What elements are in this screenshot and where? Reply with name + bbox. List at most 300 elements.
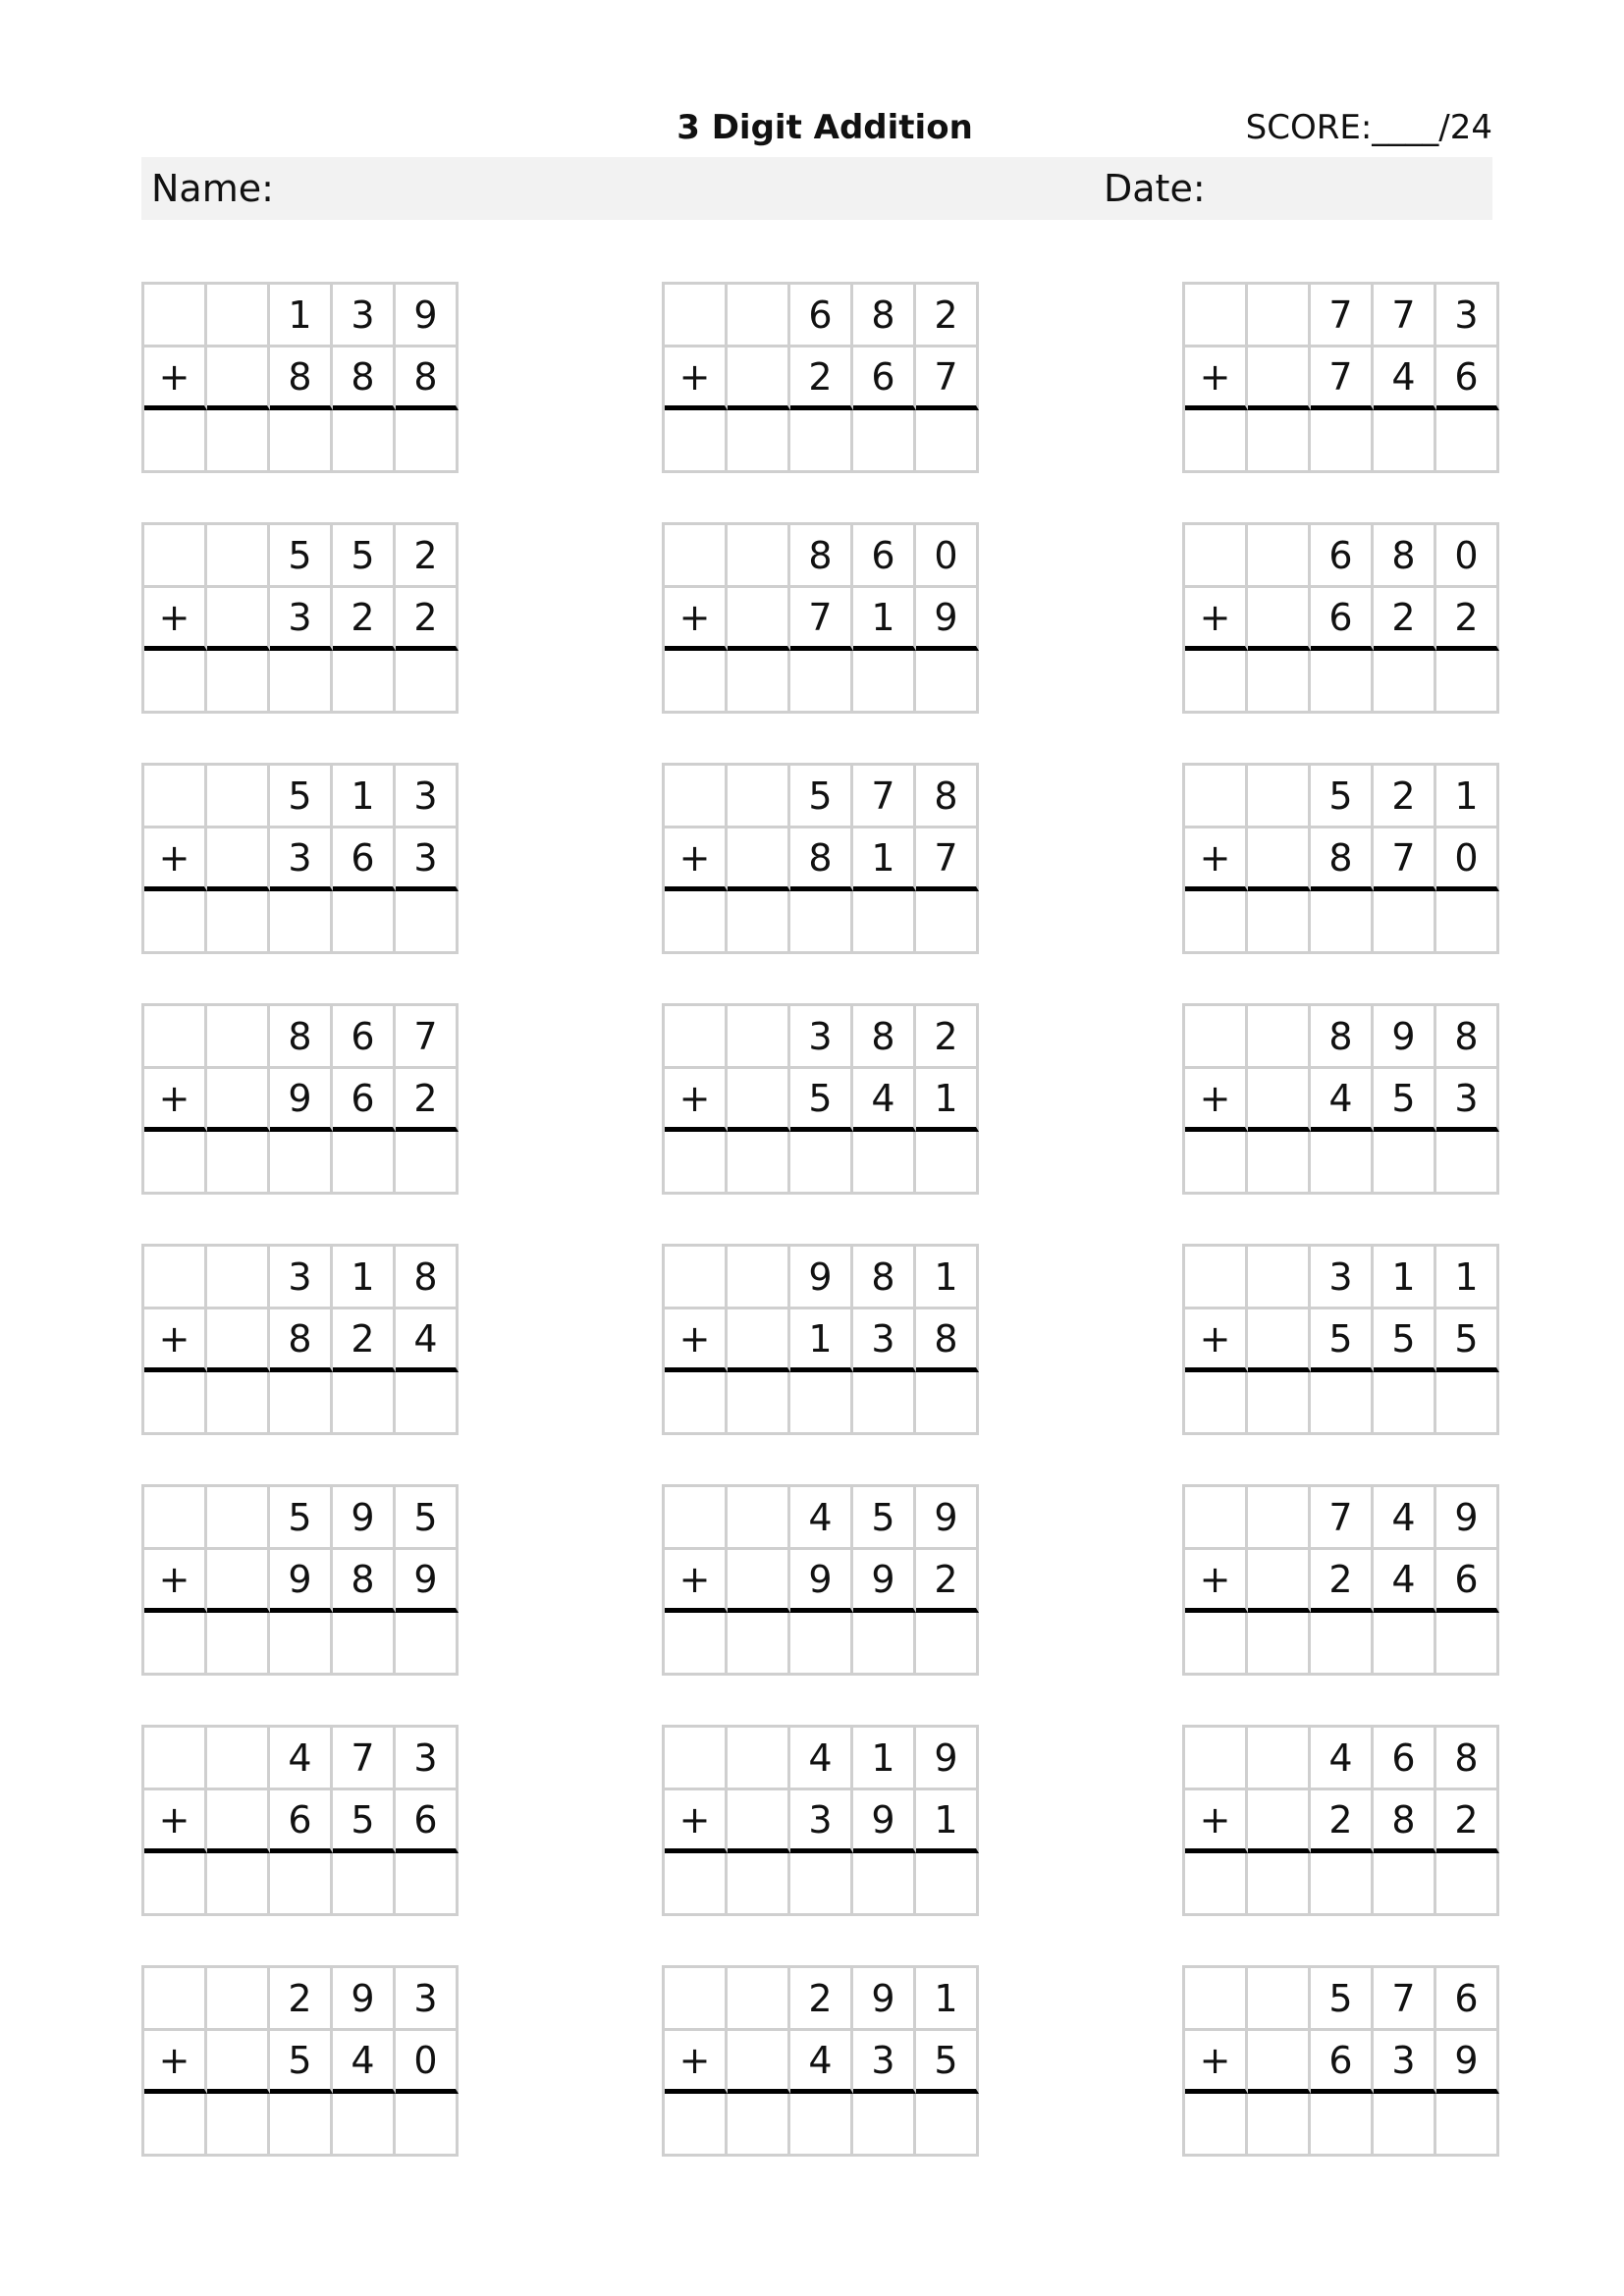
answer-cell[interactable] xyxy=(790,1132,853,1195)
addition-problem xyxy=(662,763,976,955)
answer-cell[interactable] xyxy=(207,1853,270,1916)
answer-cell[interactable] xyxy=(790,1613,853,1676)
answer-cell[interactable] xyxy=(665,1853,728,1916)
answer-cell[interactable] xyxy=(1374,651,1436,714)
empty-cell xyxy=(1248,1968,1311,2031)
empty-cell xyxy=(144,525,207,588)
name-date-bar xyxy=(141,157,1492,220)
bottom-digit: 5 xyxy=(1374,1069,1436,1132)
addition-problem xyxy=(141,1725,456,1917)
empty-cell xyxy=(207,1790,270,1853)
bottom-digit: 8 xyxy=(333,347,396,410)
answer-cell[interactable] xyxy=(144,2094,207,2157)
top-digit: 3 xyxy=(333,285,396,347)
answer-cell[interactable] xyxy=(333,1132,396,1195)
answer-cell[interactable] xyxy=(270,651,333,714)
empty-cell xyxy=(207,588,270,651)
empty-cell xyxy=(728,1968,790,2031)
answer-cell[interactable] xyxy=(207,891,270,954)
answer-cell[interactable] xyxy=(1185,2094,1248,2157)
plus-operator: + xyxy=(144,1309,207,1372)
problem-grid xyxy=(141,282,459,473)
answer-cell[interactable] xyxy=(665,2094,728,2157)
bottom-digit: 2 xyxy=(333,1309,396,1372)
empty-cell xyxy=(144,766,207,828)
top-digit: 3 xyxy=(1311,1247,1374,1309)
problem-grid xyxy=(141,1244,459,1435)
top-digit: 5 xyxy=(790,766,853,828)
top-digit: 4 xyxy=(790,1728,853,1790)
answer-cell[interactable] xyxy=(270,1372,333,1435)
answer-cell[interactable] xyxy=(333,1613,396,1676)
problem-grid xyxy=(662,522,979,714)
answer-cell[interactable] xyxy=(1436,651,1499,714)
top-digit: 9 xyxy=(396,285,459,347)
problem-grid xyxy=(141,763,459,954)
plus-operator: + xyxy=(665,828,728,891)
bottom-digit: 2 xyxy=(790,347,853,410)
answer-cell[interactable] xyxy=(1374,1853,1436,1916)
answer-cell[interactable] xyxy=(916,2094,979,2157)
top-digit: 0 xyxy=(916,525,979,588)
addition-problem xyxy=(141,1003,456,1196)
bottom-digit: 9 xyxy=(1436,2031,1499,2094)
answer-cell[interactable] xyxy=(728,1613,790,1676)
answer-cell[interactable] xyxy=(728,651,790,714)
answer-cell[interactable] xyxy=(270,1132,333,1195)
top-digit: 6 xyxy=(333,1006,396,1069)
answer-cell[interactable] xyxy=(270,410,333,473)
empty-cell xyxy=(728,1487,790,1550)
empty-cell xyxy=(207,1247,270,1309)
answer-cell[interactable] xyxy=(1311,1853,1374,1916)
answer-cell[interactable] xyxy=(144,1613,207,1676)
answer-cell[interactable] xyxy=(396,2094,459,2157)
answer-cell[interactable] xyxy=(396,1613,459,1676)
answer-cell[interactable] xyxy=(1311,651,1374,714)
bottom-digit: 5 xyxy=(1436,1309,1499,1372)
empty-cell xyxy=(1185,1968,1248,2031)
answer-cell[interactable] xyxy=(333,1372,396,1435)
addition-problem xyxy=(662,1003,976,1196)
answer-cell[interactable] xyxy=(1185,891,1248,954)
answer-cell[interactable] xyxy=(396,1372,459,1435)
answer-cell[interactable] xyxy=(790,891,853,954)
empty-cell xyxy=(665,1247,728,1309)
addition-problem xyxy=(662,1965,976,2158)
empty-cell xyxy=(1248,588,1311,651)
top-digit: 1 xyxy=(270,285,333,347)
answer-cell[interactable] xyxy=(1185,1132,1248,1195)
empty-cell xyxy=(1248,2031,1311,2094)
top-digit: 8 xyxy=(1436,1728,1499,1790)
answer-cell[interactable] xyxy=(1436,1613,1499,1676)
answer-cell[interactable] xyxy=(1374,1613,1436,1676)
answer-cell[interactable] xyxy=(790,1853,853,1916)
empty-cell xyxy=(207,1069,270,1132)
plus-operator: + xyxy=(144,1790,207,1853)
bottom-digit: 0 xyxy=(1436,828,1499,891)
empty-cell xyxy=(207,1309,270,1372)
top-digit: 1 xyxy=(916,1247,979,1309)
empty-cell xyxy=(728,1309,790,1372)
addition-problem xyxy=(141,763,456,955)
addition-problem xyxy=(662,282,976,474)
top-digit: 4 xyxy=(1374,1487,1436,1550)
answer-cell[interactable] xyxy=(1248,2094,1311,2157)
answer-cell[interactable] xyxy=(207,2094,270,2157)
empty-cell xyxy=(1185,766,1248,828)
empty-cell xyxy=(1248,285,1311,347)
answer-cell[interactable] xyxy=(1374,891,1436,954)
top-digit: 4 xyxy=(270,1728,333,1790)
bottom-digit: 3 xyxy=(270,588,333,651)
bottom-digit: 2 xyxy=(333,588,396,651)
answer-cell[interactable] xyxy=(144,651,207,714)
answer-cell[interactable] xyxy=(270,1853,333,1916)
answer-cell[interactable] xyxy=(1248,1613,1311,1676)
bottom-digit: 5 xyxy=(790,1069,853,1132)
plus-operator: + xyxy=(665,1309,728,1372)
top-digit: 4 xyxy=(790,1487,853,1550)
answer-cell[interactable] xyxy=(144,410,207,473)
plus-operator: + xyxy=(665,1550,728,1613)
empty-cell xyxy=(207,1728,270,1790)
bottom-digit: 9 xyxy=(853,1550,916,1613)
addition-problem xyxy=(141,1244,456,1436)
empty-cell xyxy=(207,285,270,347)
bottom-digit: 6 xyxy=(270,1790,333,1853)
empty-cell xyxy=(144,1006,207,1069)
problem-grid xyxy=(1182,1484,1499,1676)
bottom-digit: 3 xyxy=(396,828,459,891)
top-digit: 0 xyxy=(1436,525,1499,588)
answer-cell[interactable] xyxy=(1311,410,1374,473)
bottom-digit: 1 xyxy=(916,1790,979,1853)
bottom-digit: 8 xyxy=(333,1550,396,1613)
top-digit: 7 xyxy=(853,766,916,828)
top-digit: 1 xyxy=(333,1247,396,1309)
empty-cell xyxy=(728,347,790,410)
addition-problem xyxy=(1182,1725,1496,1917)
top-digit: 7 xyxy=(1374,285,1436,347)
top-digit: 5 xyxy=(1311,1968,1374,2031)
answer-cell[interactable] xyxy=(853,1853,916,1916)
bottom-digit: 8 xyxy=(790,828,853,891)
answer-cell[interactable] xyxy=(728,1132,790,1195)
empty-cell xyxy=(1248,347,1311,410)
answer-cell[interactable] xyxy=(1185,1613,1248,1676)
bottom-digit: 3 xyxy=(270,828,333,891)
empty-cell xyxy=(665,1968,728,2031)
top-digit: 3 xyxy=(1436,285,1499,347)
top-digit: 3 xyxy=(790,1006,853,1069)
answer-cell[interactable] xyxy=(1248,651,1311,714)
answer-cell[interactable] xyxy=(207,651,270,714)
problem-grid xyxy=(1182,1725,1499,1916)
empty-cell xyxy=(207,1006,270,1069)
bottom-digit: 7 xyxy=(1374,828,1436,891)
problem-grid xyxy=(141,1725,459,1916)
empty-cell xyxy=(1185,1728,1248,1790)
addition-problem xyxy=(1182,1003,1496,1196)
top-digit: 6 xyxy=(853,525,916,588)
answer-cell[interactable] xyxy=(728,1372,790,1435)
empty-cell xyxy=(144,1487,207,1550)
top-digit: 2 xyxy=(916,285,979,347)
answer-cell[interactable] xyxy=(853,410,916,473)
answer-cell[interactable] xyxy=(1436,410,1499,473)
answer-cell[interactable] xyxy=(270,1613,333,1676)
answer-cell[interactable] xyxy=(916,1372,979,1435)
worksheet-title: 3 Digit Addition xyxy=(677,108,973,147)
plus-operator: + xyxy=(1185,2031,1248,2094)
empty-cell xyxy=(207,2031,270,2094)
bottom-digit: 6 xyxy=(1311,2031,1374,2094)
top-digit: 5 xyxy=(270,525,333,588)
empty-cell xyxy=(1248,766,1311,828)
bottom-digit: 8 xyxy=(916,1309,979,1372)
answer-cell[interactable] xyxy=(396,1853,459,1916)
top-digit: 1 xyxy=(1436,766,1499,828)
bottom-digit: 3 xyxy=(853,2031,916,2094)
answer-cell[interactable] xyxy=(270,2094,333,2157)
answer-cell[interactable] xyxy=(1374,410,1436,473)
empty-cell xyxy=(728,1006,790,1069)
empty-cell xyxy=(665,766,728,828)
answer-cell[interactable] xyxy=(1311,2094,1374,2157)
answer-cell[interactable] xyxy=(916,1853,979,1916)
bottom-digit: 2 xyxy=(1374,588,1436,651)
answer-cell[interactable] xyxy=(333,891,396,954)
bottom-digit: 8 xyxy=(270,1309,333,1372)
answer-cell[interactable] xyxy=(853,891,916,954)
plus-operator: + xyxy=(1185,828,1248,891)
answer-cell[interactable] xyxy=(665,1132,728,1195)
top-digit: 9 xyxy=(1436,1487,1499,1550)
bottom-digit: 7 xyxy=(790,588,853,651)
problem-grid xyxy=(141,1003,459,1195)
addition-problem xyxy=(662,1244,976,1436)
bottom-digit: 6 xyxy=(333,828,396,891)
empty-cell xyxy=(1248,828,1311,891)
addition-problem xyxy=(662,522,976,715)
empty-cell xyxy=(1248,1790,1311,1853)
plus-operator: + xyxy=(144,2031,207,2094)
bottom-digit: 2 xyxy=(396,588,459,651)
empty-cell xyxy=(207,1487,270,1550)
bottom-digit: 0 xyxy=(396,2031,459,2094)
addition-problem xyxy=(1182,1244,1496,1436)
answer-cell[interactable] xyxy=(333,2094,396,2157)
answer-cell[interactable] xyxy=(1248,1853,1311,1916)
empty-cell xyxy=(1185,1006,1248,1069)
bottom-digit: 6 xyxy=(333,1069,396,1132)
empty-cell xyxy=(665,285,728,347)
addition-problem xyxy=(141,1965,456,2158)
plus-operator: + xyxy=(1185,1309,1248,1372)
top-digit: 3 xyxy=(396,1728,459,1790)
answer-cell[interactable] xyxy=(270,891,333,954)
answer-cell[interactable] xyxy=(1248,1132,1311,1195)
answer-cell[interactable] xyxy=(207,410,270,473)
bottom-digit: 3 xyxy=(1436,1069,1499,1132)
top-digit: 4 xyxy=(1311,1728,1374,1790)
answer-cell[interactable] xyxy=(916,1613,979,1676)
answer-cell[interactable] xyxy=(790,651,853,714)
answer-cell[interactable] xyxy=(396,410,459,473)
answer-cell[interactable] xyxy=(728,410,790,473)
top-digit: 9 xyxy=(853,1968,916,2031)
answer-cell[interactable] xyxy=(333,410,396,473)
top-digit: 8 xyxy=(1374,525,1436,588)
answer-cell[interactable] xyxy=(916,651,979,714)
top-digit: 9 xyxy=(916,1728,979,1790)
answer-cell[interactable] xyxy=(1185,651,1248,714)
top-digit: 2 xyxy=(396,525,459,588)
empty-cell xyxy=(665,1487,728,1550)
bottom-digit: 4 xyxy=(1374,1550,1436,1613)
answer-cell[interactable] xyxy=(1311,1372,1374,1435)
answer-cell[interactable] xyxy=(1374,1132,1436,1195)
empty-cell xyxy=(207,1550,270,1613)
answer-cell[interactable] xyxy=(1436,891,1499,954)
answer-cell[interactable] xyxy=(728,1853,790,1916)
answer-cell[interactable] xyxy=(207,1372,270,1435)
problem-grid xyxy=(662,1244,979,1435)
name-label: Name: xyxy=(151,167,274,210)
plus-operator: + xyxy=(1185,347,1248,410)
answer-cell[interactable] xyxy=(853,1372,916,1435)
answer-cell[interactable] xyxy=(396,891,459,954)
empty-cell xyxy=(728,588,790,651)
answer-cell[interactable] xyxy=(790,410,853,473)
answer-cell[interactable] xyxy=(728,2094,790,2157)
bottom-digit: 6 xyxy=(1311,588,1374,651)
answer-cell[interactable] xyxy=(1436,1372,1499,1435)
answer-cell[interactable] xyxy=(665,891,728,954)
empty-cell xyxy=(728,525,790,588)
top-digit: 8 xyxy=(270,1006,333,1069)
top-digit: 1 xyxy=(916,1968,979,2031)
answer-cell[interactable] xyxy=(728,891,790,954)
bottom-digit: 5 xyxy=(1374,1309,1436,1372)
top-digit: 8 xyxy=(853,1006,916,1069)
bottom-digit: 2 xyxy=(1311,1550,1374,1613)
top-digit: 7 xyxy=(1374,1968,1436,2031)
answer-cell[interactable] xyxy=(396,1132,459,1195)
plus-operator: + xyxy=(144,828,207,891)
empty-cell xyxy=(728,1550,790,1613)
top-digit: 3 xyxy=(396,1968,459,2031)
answer-cell[interactable] xyxy=(1248,410,1311,473)
bottom-digit: 2 xyxy=(1311,1790,1374,1853)
answer-cell[interactable] xyxy=(1374,1372,1436,1435)
bottom-digit: 1 xyxy=(853,588,916,651)
top-digit: 7 xyxy=(1311,285,1374,347)
answer-cell[interactable] xyxy=(853,1613,916,1676)
answer-cell[interactable] xyxy=(1311,1132,1374,1195)
answer-cell[interactable] xyxy=(207,1132,270,1195)
top-digit: 5 xyxy=(333,525,396,588)
top-digit: 9 xyxy=(790,1247,853,1309)
plus-operator: + xyxy=(144,1069,207,1132)
answer-cell[interactable] xyxy=(333,651,396,714)
bottom-digit: 8 xyxy=(396,347,459,410)
top-digit: 5 xyxy=(1311,766,1374,828)
answer-cell[interactable] xyxy=(333,1853,396,1916)
problem-grid xyxy=(662,1484,979,1676)
answer-cell[interactable] xyxy=(1436,2094,1499,2157)
answer-cell[interactable] xyxy=(665,1372,728,1435)
answer-cell[interactable] xyxy=(1248,1372,1311,1435)
problem-grid xyxy=(662,1965,979,2157)
answer-cell[interactable] xyxy=(665,410,728,473)
answer-cell[interactable] xyxy=(916,891,979,954)
answer-cell[interactable] xyxy=(1185,1372,1248,1435)
plus-operator: + xyxy=(144,588,207,651)
answer-cell[interactable] xyxy=(916,1132,979,1195)
answer-cell[interactable] xyxy=(144,891,207,954)
answer-cell[interactable] xyxy=(144,1372,207,1435)
answer-cell[interactable] xyxy=(1185,1853,1248,1916)
answer-cell[interactable] xyxy=(665,1613,728,1676)
empty-cell xyxy=(665,1728,728,1790)
bottom-digit: 1 xyxy=(790,1309,853,1372)
answer-cell[interactable] xyxy=(853,651,916,714)
answer-cell[interactable] xyxy=(1374,2094,1436,2157)
bottom-digit: 4 xyxy=(1311,1069,1374,1132)
answer-cell[interactable] xyxy=(144,1132,207,1195)
answer-cell[interactable] xyxy=(790,1372,853,1435)
bottom-digit: 4 xyxy=(853,1069,916,1132)
plus-operator: + xyxy=(1185,1550,1248,1613)
addition-problem xyxy=(1182,1484,1496,1677)
answer-cell[interactable] xyxy=(144,1853,207,1916)
top-digit: 6 xyxy=(1436,1968,1499,2031)
answer-cell[interactable] xyxy=(1311,891,1374,954)
answer-cell[interactable] xyxy=(207,1613,270,1676)
answer-cell[interactable] xyxy=(1248,891,1311,954)
answer-cell[interactable] xyxy=(853,1132,916,1195)
top-digit: 5 xyxy=(396,1487,459,1550)
answer-cell[interactable] xyxy=(790,2094,853,2157)
answer-cell[interactable] xyxy=(1436,1853,1499,1916)
addition-problem xyxy=(1182,522,1496,715)
answer-cell[interactable] xyxy=(1185,410,1248,473)
top-digit: 9 xyxy=(333,1487,396,1550)
top-digit: 9 xyxy=(333,1968,396,2031)
empty-cell xyxy=(1185,1247,1248,1309)
bottom-digit: 3 xyxy=(790,1790,853,1853)
empty-cell xyxy=(1185,525,1248,588)
bottom-digit: 9 xyxy=(790,1550,853,1613)
empty-cell xyxy=(728,1728,790,1790)
top-digit: 7 xyxy=(333,1728,396,1790)
plus-operator: + xyxy=(665,1069,728,1132)
answer-cell[interactable] xyxy=(396,651,459,714)
top-digit: 1 xyxy=(853,1728,916,1790)
empty-cell xyxy=(1248,1309,1311,1372)
answer-cell[interactable] xyxy=(1311,1613,1374,1676)
top-digit: 2 xyxy=(270,1968,333,2031)
top-digit: 8 xyxy=(1311,1006,1374,1069)
answer-cell[interactable] xyxy=(1436,1132,1499,1195)
answer-cell[interactable] xyxy=(916,410,979,473)
answer-cell[interactable] xyxy=(853,2094,916,2157)
bottom-digit: 4 xyxy=(333,2031,396,2094)
answer-cell[interactable] xyxy=(665,651,728,714)
